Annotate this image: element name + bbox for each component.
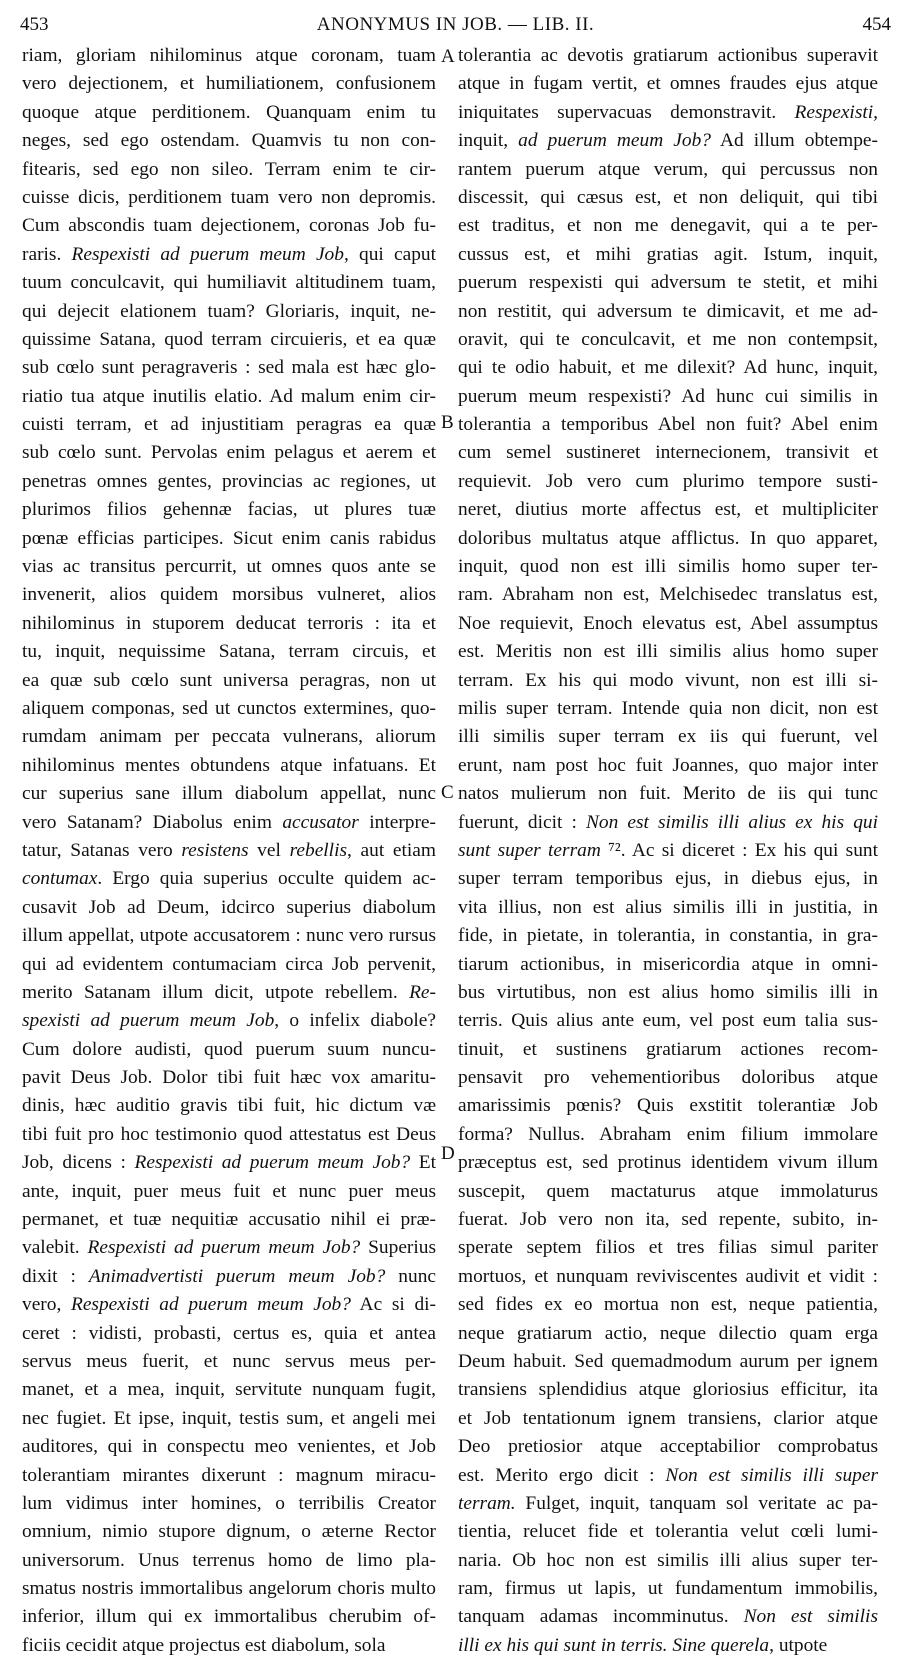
text-line: vero dejectionem, et humiliationem, confusionem (22, 73, 436, 95)
section-marker-c: C (441, 782, 454, 803)
text-line: tanquam adamas incomminutus. Non est similis (458, 1606, 878, 1628)
text-line: erunt, nam post hoc fuit Joannes, quo major inter (458, 754, 878, 776)
text-line: rantem puerum atque verum, qui percussus non (458, 158, 878, 180)
text-line: forma? Nullus. Abraham enim filium immolare (458, 1123, 878, 1145)
text-line: valebit. Respexisti ad puerum meum Job? Superius (22, 1237, 436, 1259)
text-line: doloribus multatus atque afflictus. In quo apparet, (458, 527, 878, 549)
text-line: cur superius sane illum diabolum appellat, nunc (22, 783, 436, 805)
text-line: vero Satanam? Diabolus enim accusator interpre- (22, 811, 436, 833)
text-line: rumdam animam per peccata vulnerans, aliorum (22, 726, 436, 748)
text-line: vias ac transitus percurrit, ut omnes quos ante se (22, 556, 436, 578)
text-line: spexisti ad puerum meum Job, o infelix diabole? (22, 1010, 436, 1032)
text-line: non restitit, qui adversum te dimicavit, et me ad- (458, 300, 878, 322)
text-line: naria. Ob hoc non est similis illi alius super ter- (458, 1549, 878, 1571)
text-line: qui ad evidentem contumaciam circa Job pervenit, (22, 953, 436, 975)
text-line: aliquem componas, sed ut cunctos extermines, quo- (22, 697, 436, 719)
text-line: contumax. Ergo quia superius occulte quidem ac- (22, 868, 436, 890)
text-line: amarissimis pœnis? Quis exstitit tolerantiæ Job (458, 1095, 878, 1117)
text-line: smatus nostris immortalibus angelorum choris multo (22, 1578, 436, 1600)
text-line: tiarum actionibus, in misericordia atque in omni- (458, 953, 878, 975)
text-line: tolerantia a temporibus Abel non fuit? Abel enim (458, 414, 878, 436)
text-line: qui dejecit elationem tuam? Gloriaris, inquit, ne- (22, 300, 436, 322)
text-line: neret, diutius morte affectus est, et multipliciter (458, 499, 878, 521)
text-line: cuisti terram, et ad injustitiam peragras ea quæ (22, 414, 436, 436)
text-line: neque gratiarum actio, neque dilectio quam erga (458, 1322, 878, 1344)
text-line: quoque atque perditionem. Quanquam enim tu (22, 101, 436, 123)
text-line: dinis, hæc auditio gravis tibi fuit, hic dictum væ (22, 1095, 436, 1117)
text-line: Deo pretiosior atque acceptabilior comprobatus (458, 1436, 878, 1458)
text-line: neges, sed ego ostendam. Quamvis tu non con- (22, 130, 436, 152)
text-line: tibi fuit pro hoc testimonio quod attestatus est Deus (22, 1123, 436, 1145)
text-line: auditores, qui in conspectu meo venientes, et Job (22, 1436, 436, 1458)
text-line: super terram temporibus ejus, in diebus ejus, in (458, 868, 878, 890)
text-line: milis super terram. Intende quia non dicit, non est (458, 697, 878, 719)
text-line: ante, inquit, puer meus fuit et nunc puer meus (22, 1180, 436, 1202)
text-line: omnium, nimio stupore dignum, o æterne Rector (22, 1521, 436, 1543)
text-line: inferior, illum qui ex immortalibus cherubim of- (22, 1606, 436, 1628)
text-line: illi ex his qui sunt in terris. Sine querela, utpote (458, 1634, 828, 1656)
text-line: mortuos, et nunquam reviviscentes audivit et vidit : (458, 1265, 878, 1287)
text-line: tatur, Satanas vero resistens vel rebellis, aut etiam (22, 839, 436, 861)
text-line: est. Meritis non est illi similis alius homo super (458, 641, 878, 663)
text-line: ea quæ sub cœlo sunt universa peragras, non ut (22, 669, 436, 691)
text-line: suscepit, quem mactaturus atque immolaturus (458, 1180, 878, 1202)
section-marker-a: A (441, 46, 455, 67)
text-line: fuerunt, dicit : Non est similis illi alius ex his qui (458, 811, 878, 833)
text-line: dixit : Animadvertisti puerum meum Job? nunc (22, 1265, 436, 1287)
page-number-right: 454 (862, 14, 891, 35)
text-line: servus meus fuerit, et nunc servus meus per- (22, 1350, 436, 1372)
text-line: cusavit Job ad Deum, idcirco superius diabolum (22, 896, 436, 918)
text-line: ram, firmus ut lapis, ut fundamentum immobilis, (458, 1578, 878, 1600)
right-column (458, 42, 878, 1660)
text-line: fuerat. Job vero non ita, sed repente, subito, in- (458, 1209, 878, 1231)
text-line: et Job tentationum ignem transiens, clarior atque (458, 1407, 878, 1429)
text-line: ceret : vidisti, probasti, certus es, quia et antea (22, 1322, 436, 1344)
text-line: nihilominus mentes obtundens atque infatuans. Et (22, 754, 436, 776)
text-line: pensavit pro vehementioribus doloribus atque (458, 1067, 878, 1089)
section-marker-d: D (441, 1143, 455, 1164)
text-line: tolerantia ac devotis gratiarum actionibus superavit (458, 45, 878, 66)
text-line: qui te odio habuit, et me dilexit? Ad hunc, inquit, (458, 357, 878, 379)
text-line: tu, inquit, nequissime Satana, terram circuis, et (22, 641, 436, 663)
text-line: nec fugiet. Et ipse, inquit, testis sum, et angeli mei (22, 1407, 436, 1429)
text-line: nihilominus in stuporem deducat terroris : ita et (22, 612, 436, 634)
text-line: puerum respexisti qui adversum te stetit, et mihi (458, 272, 878, 294)
text-line: est. Merito ergo dicit : Non est similis illi super (458, 1464, 878, 1486)
text-line: sub cœlo sunt. Pervolas enim pelagus et aerem et (22, 442, 436, 464)
text-line: puerum meum respexisti? Ad hunc cui similis in (458, 385, 878, 407)
text-line: requievit. Job vero cum plurimo tempore susti- (458, 470, 878, 492)
text-line: terram. Fulget, inquit, tanquam sol veritate ac pa- (458, 1492, 878, 1514)
text-line: plurimos filios gehennæ facias, ut plures tuæ (22, 499, 436, 521)
text-line: sub cœlo sunt peragraveris : sed mala est hæc glo- (22, 357, 436, 379)
text-line: terris. Quis alius ante eum, vel post eum talia sus- (458, 1010, 878, 1032)
text-line: Deum habuit. Sed quemadmodum aurum per ignem (458, 1350, 878, 1372)
running-title: ANONYMUS IN JOB. — LIB. II. (316, 14, 595, 35)
text-line: pœnæ efficias participes. Sicut enim canis rabidus (22, 527, 436, 549)
text-line: fitearis, sed ego non sileo. Terram enim te cir- (22, 158, 436, 180)
page-number-left: 453 (20, 14, 49, 35)
text-line: præceptus est, sed protinus identidem vivum illum (458, 1152, 878, 1174)
text-line: merito Satanam illum dicit, utpote rebellem. Re- (22, 981, 436, 1003)
text-line: illi similis super terram ex iis qui fuerunt, vel (458, 726, 878, 748)
text-line: permanet, et tuæ nequitiæ accusatio nihil ei præ- (22, 1209, 436, 1231)
text-line: lum vidimus inter homines, o terribilis Creator (22, 1492, 436, 1514)
text-line: riam, gloriam nihilominus atque coronam, tuam (22, 45, 436, 66)
text-line: ram. Abraham non est, Melchisedec translatus est, (458, 584, 878, 606)
text-line: sperate septem filios et tres filias simul pariter (458, 1237, 878, 1259)
text-line: invenerit, alios quidem morsibus vulneret, alios (22, 584, 436, 606)
text-line: natos mulierum non fuit. Merito de iis qui tunc (458, 783, 878, 805)
text-line: quissime Satana, quod terram circuieris, et ea quæ (22, 328, 436, 350)
running-header (20, 14, 891, 42)
text-line: tolerantiam mirantes dixerunt : magnum miracu- (22, 1464, 436, 1486)
text-line: terram. Ex his qui modo vivunt, non est illi si- (458, 669, 878, 691)
text-line: tientia, relucet fide et tolerantia velut cœli lumi- (458, 1521, 878, 1543)
text-line: pavit Deus Job. Dolor tibi fuit hæc vox amaritu- (22, 1067, 436, 1089)
text-line: cussus est, et mihi gratias agit. Istum, inquit, (458, 243, 878, 265)
text-line: oravit, qui te conculcavit, et me non contempsit, (458, 328, 878, 350)
left-column (22, 42, 436, 1660)
text-line: universorum. Unus terrenus homo de limo pla- (22, 1549, 436, 1571)
text-line: Cum abscondis tuam dejectionem, coronas Job fu- (22, 215, 436, 237)
text-line: ficiis cecidit atque projectus est diabolum, sola (22, 1634, 386, 1656)
text-line: tinuit, et sustinens gratiarum actiones recom- (458, 1038, 878, 1060)
text-line: bus virtutibus, non est alius homo similis illi in (458, 981, 878, 1003)
text-line: atque in fugam vertit, et omnes fraudes ejus atque (458, 73, 878, 95)
text-line: tuum conculcavit, qui humiliavit altitudinem tuam, (22, 272, 436, 294)
text-line: inquit, ad puerum meum Job? Ad illum obtempe- (458, 130, 878, 152)
text-line: iniquitates supervacuas demonstravit. Respexisti, (458, 101, 878, 123)
text-line: Noe requievit, Enoch elevatus est, Abel assumptus (458, 612, 878, 634)
text-line: illum appellat, utpote accusatorem : nunc vero rursus (22, 925, 436, 947)
text-line: cuisse dicis, perditionem tuam vero non depromis. (22, 186, 436, 208)
text-line: riatio tua atque inutilis elatio. Ad malum enim cir- (22, 385, 436, 407)
text-line: est traditus, et non me denegavit, qui a te per- (458, 215, 878, 237)
text-line: transiens splendidius atque gloriosius efficitur, ita (458, 1379, 878, 1401)
text-line: vero, Respexisti ad puerum meum Job? Ac si di- (22, 1294, 436, 1316)
text-line: vita illius, non est alius similis illi in justitia, in (458, 896, 878, 918)
text-line: fide, in pietate, in tolerantia, in constantia, in gra- (458, 925, 878, 947)
text-line: sed fides ex eo mortua non est, neque patientia, (458, 1294, 878, 1316)
text-line: penetras omnes gentes, provincias ac regiones, ut (22, 470, 436, 492)
text-line: Cum dolore audisti, quod puerum suum nuncu- (22, 1038, 436, 1060)
text-line: cum semel sustineret internecionem, transivit et (458, 442, 878, 464)
text-line: inquit, quod non est illi similis homo super ter- (458, 556, 878, 578)
section-marker-b: B (441, 412, 454, 433)
text-line: raris. Respexisti ad puerum meum Job, qui caput (22, 243, 436, 265)
text-line: manet, et a mea, inquit, servitute nunquam fugit, (22, 1379, 436, 1401)
text-line: discessit, qui cæsus est, et non deliquit, qui tibi (458, 186, 878, 208)
text-line: sunt super terram ⁷². Ac si diceret : Ex his qui sunt (458, 839, 878, 861)
text-line: Job, dicens : Respexisti ad puerum meum Job? Et (22, 1152, 436, 1174)
